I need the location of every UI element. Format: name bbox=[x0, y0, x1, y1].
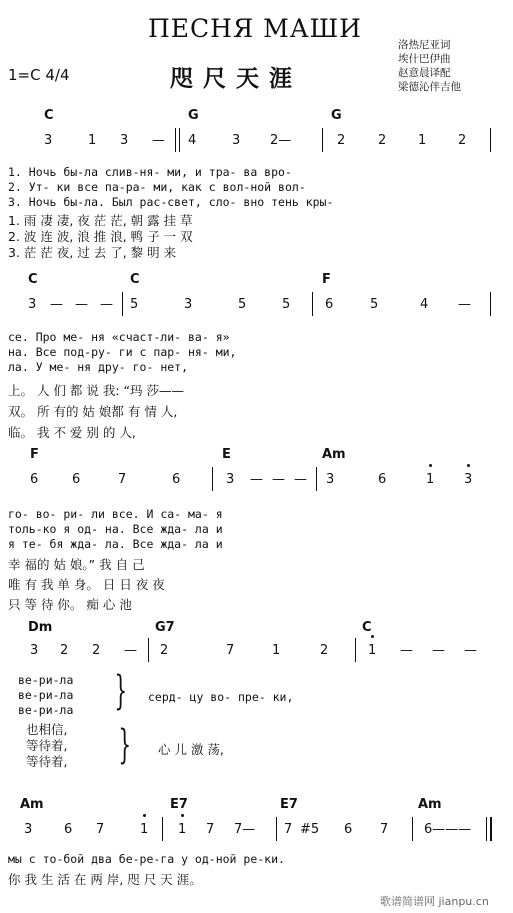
note: 2— bbox=[270, 133, 292, 148]
note: 3 bbox=[232, 133, 241, 148]
verse-ru-5: мы с то-бой два бе-ре-га у од-ной ре-ки. bbox=[8, 852, 285, 866]
note: — bbox=[75, 297, 88, 312]
note: 1 bbox=[368, 643, 377, 658]
bar-line bbox=[316, 467, 317, 491]
verse-ru-3 bbox=[8, 507, 223, 552]
note: 7 bbox=[96, 822, 105, 837]
credits bbox=[398, 38, 461, 94]
bar-line bbox=[322, 128, 323, 152]
verse-zh-5: 你 我 生 活 在 两 岸, 咫 尺 天 涯。 bbox=[8, 872, 202, 887]
song-title-russian: ПЕСНЯ МАШИ bbox=[148, 14, 362, 43]
note: 6 bbox=[172, 472, 181, 487]
watermark: 歌谱简谱网 jianpu.cn bbox=[380, 895, 489, 908]
lyric-line: 双。 所 有的 姑 娘都 有 情 人, bbox=[8, 404, 178, 419]
credit-translator: 赵意晨译配 bbox=[398, 67, 451, 79]
verse-zh-4-right: 心 儿 激 荡, bbox=[158, 742, 224, 757]
chord: Am bbox=[322, 447, 346, 462]
note: 3 bbox=[24, 822, 33, 837]
note: 7— bbox=[234, 822, 256, 837]
credit-composer: 埃什巴伊曲 bbox=[398, 53, 451, 65]
note: 7 bbox=[380, 822, 389, 837]
note: — bbox=[50, 297, 63, 312]
bar-line bbox=[355, 638, 356, 662]
lyric-line: 1. 雨 凄 凄, 夜 茫 茫, 朝 露 挂 草 bbox=[8, 213, 193, 228]
lyric-line: 唯 有 我 单 身。 日 日 夜 夜 bbox=[8, 577, 165, 592]
verse-ru-4 bbox=[18, 673, 73, 718]
lyric-line: толь-ко я од- на. Все жда- ла и bbox=[8, 522, 223, 536]
note: 6 bbox=[344, 822, 353, 837]
note: 1 bbox=[178, 822, 187, 837]
note: 3 bbox=[28, 297, 37, 312]
verse-zh-3 bbox=[8, 555, 165, 615]
note: 5 bbox=[282, 297, 291, 312]
bar-line bbox=[122, 292, 123, 316]
lyric-line: ве-ри-ла bbox=[18, 703, 74, 717]
note: 6 bbox=[378, 472, 387, 487]
note: 5 bbox=[238, 297, 247, 312]
note: — bbox=[464, 643, 477, 658]
lyric-line: 2. 波 连 波, 浪 推 浪, 鸭 子 一 双 bbox=[8, 229, 193, 244]
key-signature: 1=C 4/4 bbox=[8, 66, 70, 84]
bar-line bbox=[412, 817, 413, 841]
chord: F bbox=[30, 447, 39, 462]
lyric-line: 上。 人 们 都 说 我: “玛 莎—— bbox=[8, 383, 185, 398]
verse-zh-2 bbox=[8, 380, 184, 443]
note: 6 bbox=[64, 822, 73, 837]
note: 3 bbox=[44, 133, 53, 148]
note: 2 bbox=[92, 643, 101, 658]
note: 6 bbox=[325, 297, 334, 312]
note: 1 bbox=[418, 133, 427, 148]
lyric-line: 等待着, bbox=[26, 754, 68, 769]
note: 7 bbox=[284, 822, 293, 837]
lyric-line: я те- бя жда- ла. Все жда- ла и bbox=[8, 537, 223, 551]
note: — bbox=[124, 643, 137, 658]
note: 3 bbox=[226, 472, 235, 487]
bar-line bbox=[312, 292, 313, 316]
verse-ru-2 bbox=[8, 330, 236, 375]
chord: Am bbox=[20, 797, 44, 812]
lyric-line: 2. Ут- ки все па-ра- ми, как с вол-ной вол- bbox=[8, 180, 306, 194]
verse-ru-4-right: серд- цу во- пре- ки, bbox=[148, 690, 294, 704]
credit-guitar: 梁德沁伴吉他 bbox=[398, 81, 461, 93]
note: 6 bbox=[72, 472, 81, 487]
chord: F bbox=[322, 272, 331, 287]
lyric-line: го- во- ри- ли все. И са- ма- я bbox=[8, 507, 223, 521]
note: — bbox=[250, 472, 263, 487]
chord: Am bbox=[418, 797, 442, 812]
note: 3 bbox=[464, 472, 473, 487]
bar-line bbox=[175, 128, 176, 152]
note: — bbox=[152, 133, 165, 148]
note: — bbox=[100, 297, 113, 312]
verse-zh-1 bbox=[8, 213, 193, 261]
note: 1 bbox=[272, 643, 281, 658]
note: 4 bbox=[188, 133, 197, 148]
lyric-line: 3. 茫 茫 夜, 过 去 了, 黎 明 来 bbox=[8, 245, 177, 260]
high-octave-dot bbox=[371, 635, 374, 638]
note: 1 bbox=[426, 472, 435, 487]
bar-line bbox=[212, 467, 213, 491]
note: 4 bbox=[420, 297, 429, 312]
chord: E7 bbox=[170, 797, 188, 812]
chord: C bbox=[44, 108, 54, 123]
lyric-line: се. Про ме- ня «счаст-ли- ва- я» bbox=[8, 330, 230, 344]
bar-line bbox=[490, 292, 491, 316]
final-bar-line bbox=[490, 817, 492, 841]
note: 1 bbox=[88, 133, 97, 148]
note: — bbox=[294, 472, 307, 487]
lyric-line: 也相信, bbox=[26, 722, 68, 737]
note: 2 bbox=[378, 133, 387, 148]
song-title-chinese: 咫尺天涯 bbox=[170, 66, 302, 92]
note: 2 bbox=[337, 133, 346, 148]
chord: E bbox=[222, 447, 231, 462]
lyric-line: 1. Ночь бы-ла слив-ня- ми, и тра- ва вро- bbox=[8, 165, 292, 179]
note: 2 bbox=[458, 133, 467, 148]
note: 1 bbox=[140, 822, 149, 837]
note: — bbox=[432, 643, 445, 658]
note: 7 bbox=[206, 822, 215, 837]
high-octave-dot bbox=[181, 814, 184, 817]
credit-lyricist: 洛热尼亚词 bbox=[398, 39, 451, 51]
note: #5 bbox=[300, 822, 320, 837]
verse-zh-4 bbox=[26, 722, 67, 770]
lyric-line: на. Все под-ру- ги с пар- ня- ми, bbox=[8, 345, 237, 359]
lyric-line: 临。 我 不 爱 别 的 人, bbox=[8, 425, 136, 440]
note: 2 bbox=[160, 643, 169, 658]
bar-line bbox=[179, 128, 180, 152]
lyric-line: ве-ри-ла bbox=[18, 673, 74, 687]
note: — bbox=[458, 297, 471, 312]
chord: C bbox=[130, 272, 140, 287]
brace: } bbox=[114, 668, 128, 714]
bar-line bbox=[148, 638, 149, 662]
bar-line bbox=[276, 817, 277, 841]
note: 3 bbox=[120, 133, 129, 148]
note: — bbox=[272, 472, 285, 487]
chord: Dm bbox=[28, 620, 53, 635]
lyric-line: 等待着, bbox=[26, 738, 68, 753]
chord: G bbox=[331, 108, 342, 123]
verse-ru-1 bbox=[8, 165, 333, 210]
note: 2 bbox=[60, 643, 69, 658]
lyric-line: ве-ри-ла bbox=[18, 688, 74, 702]
note: 3 bbox=[326, 472, 335, 487]
lyric-line: 幸 福的 姑 娘。” 我 自 己 bbox=[8, 557, 145, 572]
chord: G bbox=[188, 108, 199, 123]
lyric-line: 只 等 待 你。 痴 心 池 bbox=[8, 597, 132, 612]
high-octave-dot bbox=[467, 464, 470, 467]
brace: } bbox=[118, 722, 132, 768]
note: 5 bbox=[370, 297, 379, 312]
bar-line bbox=[486, 817, 487, 841]
chord: G7 bbox=[155, 620, 175, 635]
lyric-line: 3. Ночь бы-ла. Был рас-свет, сло- вно тень кры- bbox=[8, 195, 334, 209]
bar-line bbox=[162, 817, 163, 841]
note: 7 bbox=[226, 643, 235, 658]
note: 5 bbox=[130, 297, 139, 312]
note: — bbox=[400, 643, 413, 658]
note: 6 bbox=[30, 472, 39, 487]
high-octave-dot bbox=[429, 464, 432, 467]
note: 3 bbox=[184, 297, 193, 312]
note: 7 bbox=[118, 472, 127, 487]
note: 3 bbox=[30, 643, 39, 658]
chord: C bbox=[362, 620, 372, 635]
note: 6——— bbox=[424, 822, 472, 837]
chord: E7 bbox=[280, 797, 298, 812]
chord: C bbox=[28, 272, 38, 287]
lyric-line: ла. У ме- ня дру- го- нет, bbox=[8, 360, 189, 374]
note: 2 bbox=[320, 643, 329, 658]
high-octave-dot bbox=[143, 814, 146, 817]
bar-line bbox=[490, 128, 491, 152]
